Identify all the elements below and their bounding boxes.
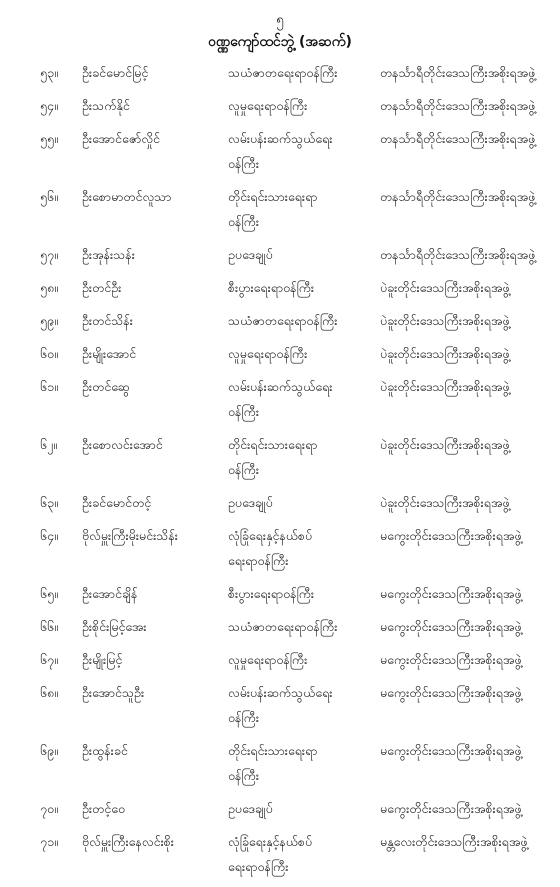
recipient-name: ဦးမျိုးအောင် bbox=[82, 346, 137, 361]
page-number: ၅ bbox=[276, 12, 284, 28]
item-number: ၆၇။ bbox=[40, 652, 58, 667]
recipient-position: ဝန်ကြီး bbox=[228, 768, 259, 783]
item-number: ၇၀။ bbox=[40, 801, 58, 816]
list-item bbox=[40, 647, 545, 680]
recipient-organization: မကွေးတိုင်းဒေသကြီးအစိုးရအဖွဲ့ bbox=[380, 743, 522, 758]
recipient-organization: မကွေးတိုင်းဒေသကြီးအစိုးရအဖွဲ့ bbox=[380, 801, 522, 816]
recipient-position: လမ်းပန်းဆက်သွယ်ရေး bbox=[228, 131, 333, 146]
item-number: ၆၈။ bbox=[40, 685, 58, 700]
recipient-organization: မကွေးတိုင်းဒေသကြီးအစိုးရအဖွဲ့ bbox=[380, 619, 522, 634]
recipient-name: ဗိုလ်မှူးကြီးနေလင်းစိုး bbox=[82, 834, 174, 849]
list-item bbox=[40, 374, 545, 432]
item-number: ၅၇။ bbox=[40, 247, 58, 262]
recipient-name: ဦးသက်နိုင် bbox=[82, 98, 130, 113]
recipient-organization: ပဲခူးတိုင်းဒေသကြီးအစိုးရအဖွဲ့ bbox=[380, 379, 510, 394]
recipient-organization: တနင်္သာရီတိုင်းဒေသကြီးအစိုးရအဖွဲ့ bbox=[380, 247, 536, 262]
list-item bbox=[40, 184, 545, 242]
item-number: ၆၉။ bbox=[40, 743, 58, 758]
recipient-position: တိုင်းရင်းသားရေးရာ bbox=[228, 437, 318, 452]
recipient-organization: မန္တလေးတိုင်းဒေသကြီးအစိုးရအဖွဲ့ bbox=[380, 834, 528, 849]
page-title: ဝဏ္ဏကျော်ထင်ဘွဲ့ (အဆက်) bbox=[208, 34, 352, 50]
recipient-position: ရေးရာဝန်ကြီး bbox=[228, 859, 289, 874]
recipient-organization: မကွေးတိုင်းဒေသကြီးအစိုးရအဖွဲ့ bbox=[380, 528, 522, 543]
item-number: ၅၄။ bbox=[40, 98, 58, 113]
list-item bbox=[40, 60, 545, 93]
list-item bbox=[40, 680, 545, 738]
recipient-position: စီးပွားရေးရာဝန်ကြီး bbox=[228, 586, 315, 601]
recipient-organization: မကွေးတိုင်းဒေသကြီးအစိုးရအဖွဲ့ bbox=[380, 652, 522, 667]
recipient-name: ဦးခင်မောင်မြင့် bbox=[82, 65, 149, 80]
award-recipient-list bbox=[40, 60, 545, 887]
list-item bbox=[40, 738, 545, 796]
recipient-position: လမ်းပန်းဆက်သွယ်ရေး bbox=[228, 685, 333, 700]
item-number: ၅၃။ bbox=[40, 65, 58, 80]
item-number: ၅၉။ bbox=[40, 313, 58, 328]
recipient-position: ဝန်ကြီး bbox=[228, 710, 259, 725]
recipient-position: ဝန်ကြီး bbox=[228, 462, 259, 477]
recipient-name: ဦးတင်ဆွေ bbox=[82, 379, 130, 394]
recipient-name: ဗိုလ်မှူးကြီးမိုးမင်းသိန်း bbox=[82, 528, 178, 543]
recipient-organization: ပဲခူးတိုင်းဒေသကြီးအစိုးရအဖွဲ့ bbox=[380, 495, 510, 510]
item-number: ၆၅။ bbox=[40, 586, 58, 601]
recipient-position: လုံခြုံရေးနှင့်နယ်စပ် bbox=[228, 528, 313, 543]
recipient-position: လမ်းပန်းဆက်သွယ်ရေး bbox=[228, 379, 333, 394]
list-item bbox=[40, 93, 545, 126]
item-number: ၆၆။ bbox=[40, 619, 58, 634]
item-number: ၆၃။ bbox=[40, 495, 58, 510]
recipient-organization: တနင်္သာရီတိုင်းဒေသကြီးအစိုးရအဖွဲ့ bbox=[380, 65, 536, 80]
item-number: ၆၁။ bbox=[40, 379, 58, 394]
recipient-name: ဦးခင်မောင်တင့် bbox=[82, 495, 152, 510]
recipient-position: ဥပဒေချုပ် bbox=[228, 801, 273, 816]
recipient-organization: တနင်္သာရီတိုင်းဒေသကြီးအစိုးရအဖွဲ့ bbox=[380, 131, 536, 146]
recipient-position: တိုင်းရင်းသားရေးရာ bbox=[228, 743, 318, 758]
list-item bbox=[40, 242, 545, 275]
list-item bbox=[40, 614, 545, 647]
recipient-name: ဦးတင်ဦး bbox=[82, 280, 122, 295]
recipient-position: လုံခြုံရေးနှင့်နယ်စပ် bbox=[228, 834, 313, 849]
item-number: ၆၄။ bbox=[40, 528, 58, 543]
recipient-position: ဥပဒေချုပ် bbox=[228, 495, 273, 510]
recipient-organization: ပဲခူးတိုင်းဒေသကြီးအစိုးရအဖွဲ့ bbox=[380, 346, 510, 361]
recipient-name: ဦးတင်သိန်း bbox=[82, 313, 133, 328]
recipient-name: ဦးမျိုးမြင့် bbox=[82, 652, 123, 667]
list-item bbox=[40, 490, 545, 523]
recipient-organization: တနင်္သာရီတိုင်းဒေသကြီးအစိုးရအဖွဲ့ bbox=[380, 98, 536, 113]
list-item bbox=[40, 581, 545, 614]
recipient-position: သယံဇာတရေးရာဝန်ကြီး bbox=[228, 619, 338, 634]
list-item bbox=[40, 523, 545, 581]
recipient-position: လူမှုရေးရာဝန်ကြီး bbox=[228, 346, 308, 361]
list-item bbox=[40, 341, 545, 374]
list-item bbox=[40, 308, 545, 341]
recipient-name: ဦးစောမာတင်လူသာ bbox=[82, 189, 172, 204]
recipient-name: ဦးအောင်ဇော်လှိုင် bbox=[82, 131, 160, 146]
recipient-name: ဦးအောင်သူဦး bbox=[82, 685, 145, 700]
recipient-position: ဝန်ကြီး bbox=[228, 404, 259, 419]
list-item bbox=[40, 432, 545, 490]
recipient-position: ဝန်ကြီး bbox=[228, 156, 259, 171]
item-number: ၅၆။ bbox=[40, 189, 58, 204]
recipient-name: ဦးထွန်းခင် bbox=[82, 743, 128, 758]
recipient-position: သယံဇာတရေးရာဝန်ကြီး bbox=[228, 313, 338, 328]
recipient-name: ဦးစိုင်းမြင့်အေး bbox=[82, 619, 147, 634]
item-number: ၆၀။ bbox=[40, 346, 58, 361]
recipient-organization: မကွေးတိုင်းဒေသကြီးအစိုးရအဖွဲ့ bbox=[380, 685, 522, 700]
list-item bbox=[40, 275, 545, 308]
recipient-position: လူမှုရေးရာဝန်ကြီး bbox=[228, 98, 308, 113]
recipient-position: သယံဇာတရေးရာဝန်ကြီး bbox=[228, 65, 338, 80]
recipient-name: ဦးအောင်ချိန် bbox=[82, 586, 138, 601]
recipient-name: ဦးတင့်ဝေ bbox=[82, 801, 126, 816]
item-number: ၅၈။ bbox=[40, 280, 58, 295]
item-number: ၆၂။ bbox=[40, 437, 57, 452]
list-item bbox=[40, 829, 545, 887]
recipient-name: ဦးစောလင်းအောင် bbox=[82, 437, 163, 452]
item-number: ၇၁။ bbox=[40, 834, 58, 849]
item-number: ၅၅။ bbox=[40, 131, 58, 146]
recipient-position: တိုင်းရင်းသားရေးရာ bbox=[228, 189, 318, 204]
recipient-organization: ပဲခူးတိုင်းဒေသကြီးအစိုးရအဖွဲ့ bbox=[380, 437, 510, 452]
list-item bbox=[40, 796, 545, 829]
recipient-position: ဝန်ကြီး bbox=[228, 214, 259, 229]
recipient-organization: တနင်္သာရီတိုင်းဒေသကြီးအစိုးရအဖွဲ့ bbox=[380, 189, 536, 204]
recipient-name: ဦးအုန်းသန်း bbox=[82, 247, 135, 262]
recipient-organization: ပဲခူးတိုင်းဒေသကြီးအစိုးရအဖွဲ့ bbox=[380, 280, 510, 295]
recipient-position: လူမှုရေးရာဝန်ကြီး bbox=[228, 652, 308, 667]
recipient-organization: ပဲခူးတိုင်းဒေသကြီးအစိုးရအဖွဲ့ bbox=[380, 313, 510, 328]
list-item bbox=[40, 126, 545, 184]
recipient-position: ရေးရာဝန်ကြီး bbox=[228, 553, 289, 568]
recipient-position: ဥပဒေချုပ် bbox=[228, 247, 273, 262]
recipient-position: စီးပွားရေးရာဝန်ကြီး bbox=[228, 280, 315, 295]
recipient-organization: မကွေးတိုင်းဒေသကြီးအစိုးရအဖွဲ့ bbox=[380, 586, 522, 601]
